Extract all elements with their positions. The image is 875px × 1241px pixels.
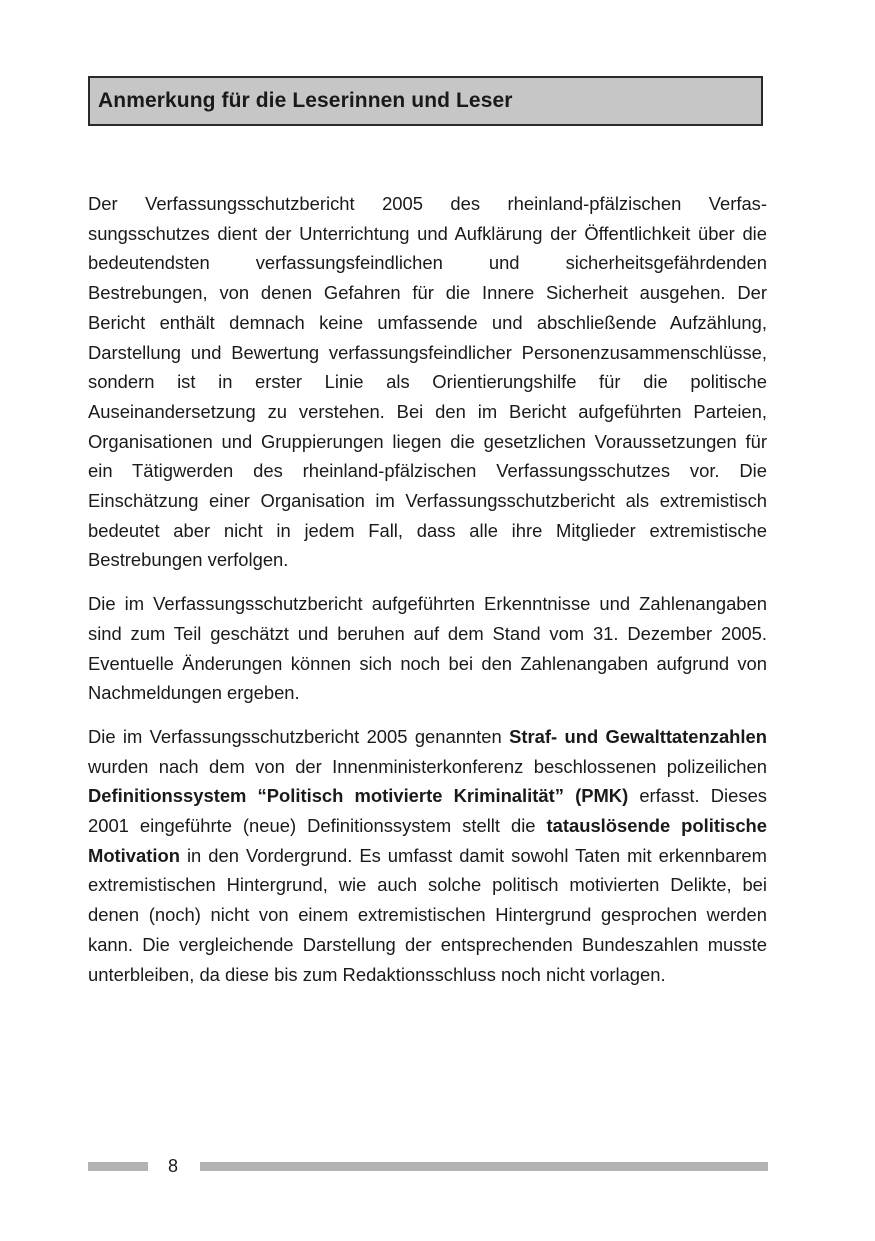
paragraph-3-bold-2: Definitionssystem “Politisch motivierte Kriminalität” (PMK) bbox=[88, 785, 629, 807]
body-text bbox=[88, 189, 767, 1003]
paragraph-3-text-1: Die im Verfassungsschutzbericht 2005 genannten bbox=[88, 725, 510, 747]
section-title-box bbox=[88, 76, 763, 126]
footer-bar-right bbox=[200, 1162, 768, 1171]
paragraph-3 bbox=[88, 722, 767, 989]
paragraph-3-bold-3: tatauslösende politische Motivation bbox=[88, 815, 768, 866]
paragraph-3-text-4: in den Vordergrund. Es umfasst damit sowohl Taten mit erkennbarem extremistischen Hintergrund, wie auch solche politisch motivierten Delikte, bei denen (noch) nicht von einem extremistischen Hintergrund gesprochen werden kann. Die vergleichende Darstellung der entsprechenden Bundeszahlen musste unterbleiben, da diese bis zum Redaktionsschluss noch nicht vorlagen. bbox=[88, 844, 767, 985]
paragraph-1: Der Verfassungsschutzbericht 2005 des rheinland-pfälzischen Verfassungsschutzes dient der Unterrichtung und Aufklärung der Öffentlichkeit über die bedeutendsten verfassungsfeindlichen und sicherheitsgefährdenden Bestrebungen, von denen Gefahren für die Innere Sicherheit ausgehen. Der Bericht enthält demnach keine umfassende und abschließende Aufzählung, Darstellung und Bewertung verfassungsfeindlicher Personenzusammenschlüsse, sondern ist in erster Linie als Orientierungshilfe für die politische Auseinandersetzung zu verstehen. Bei den im Bericht aufgeführten Parteien, Organisationen und Gruppierungen liegen die gesetzlichen Voraussetzungen für ein Tätigwerden des rheinland-pfälzischen Verfassungsschutzes vor. Die Einschätzung einer Organisation im Verfassungsschutzbericht als extremistisch bedeutet aber nicht in jedem Fall, dass alle ihre Mitglieder extremistische Bestrebungen verfolgen. bbox=[88, 193, 767, 571]
paragraph-3-bold-1: Straf- und Gewalttatenzahlen bbox=[509, 725, 767, 747]
page-title: Anmerkung für die Leserinnen und Leser bbox=[98, 89, 513, 112]
paragraph-3-text-3: erfasst. Dieses 2001 eingeführte (neue) Definitionssystem stellt die bbox=[88, 785, 767, 837]
page-footer bbox=[88, 1153, 768, 1179]
footer-bar-left bbox=[88, 1162, 148, 1171]
paragraph-3-text-2: wurden nach dem von der Innenministerkonferenz beschlossenen polizeilichen bbox=[88, 755, 767, 777]
paragraph-2: Die im Verfassungsschutzbericht aufgeführten Erkenntnisse und Zahlenangaben sind zum Teil geschätzt und beruhen auf dem Stand vom 31. Dezember 2005. Eventuelle Änderungen können sich noch bei den Zahlenangaben aufgrund von Nachmeldungen ergeben. bbox=[88, 593, 767, 704]
page-number: 8 bbox=[167, 1156, 178, 1176]
